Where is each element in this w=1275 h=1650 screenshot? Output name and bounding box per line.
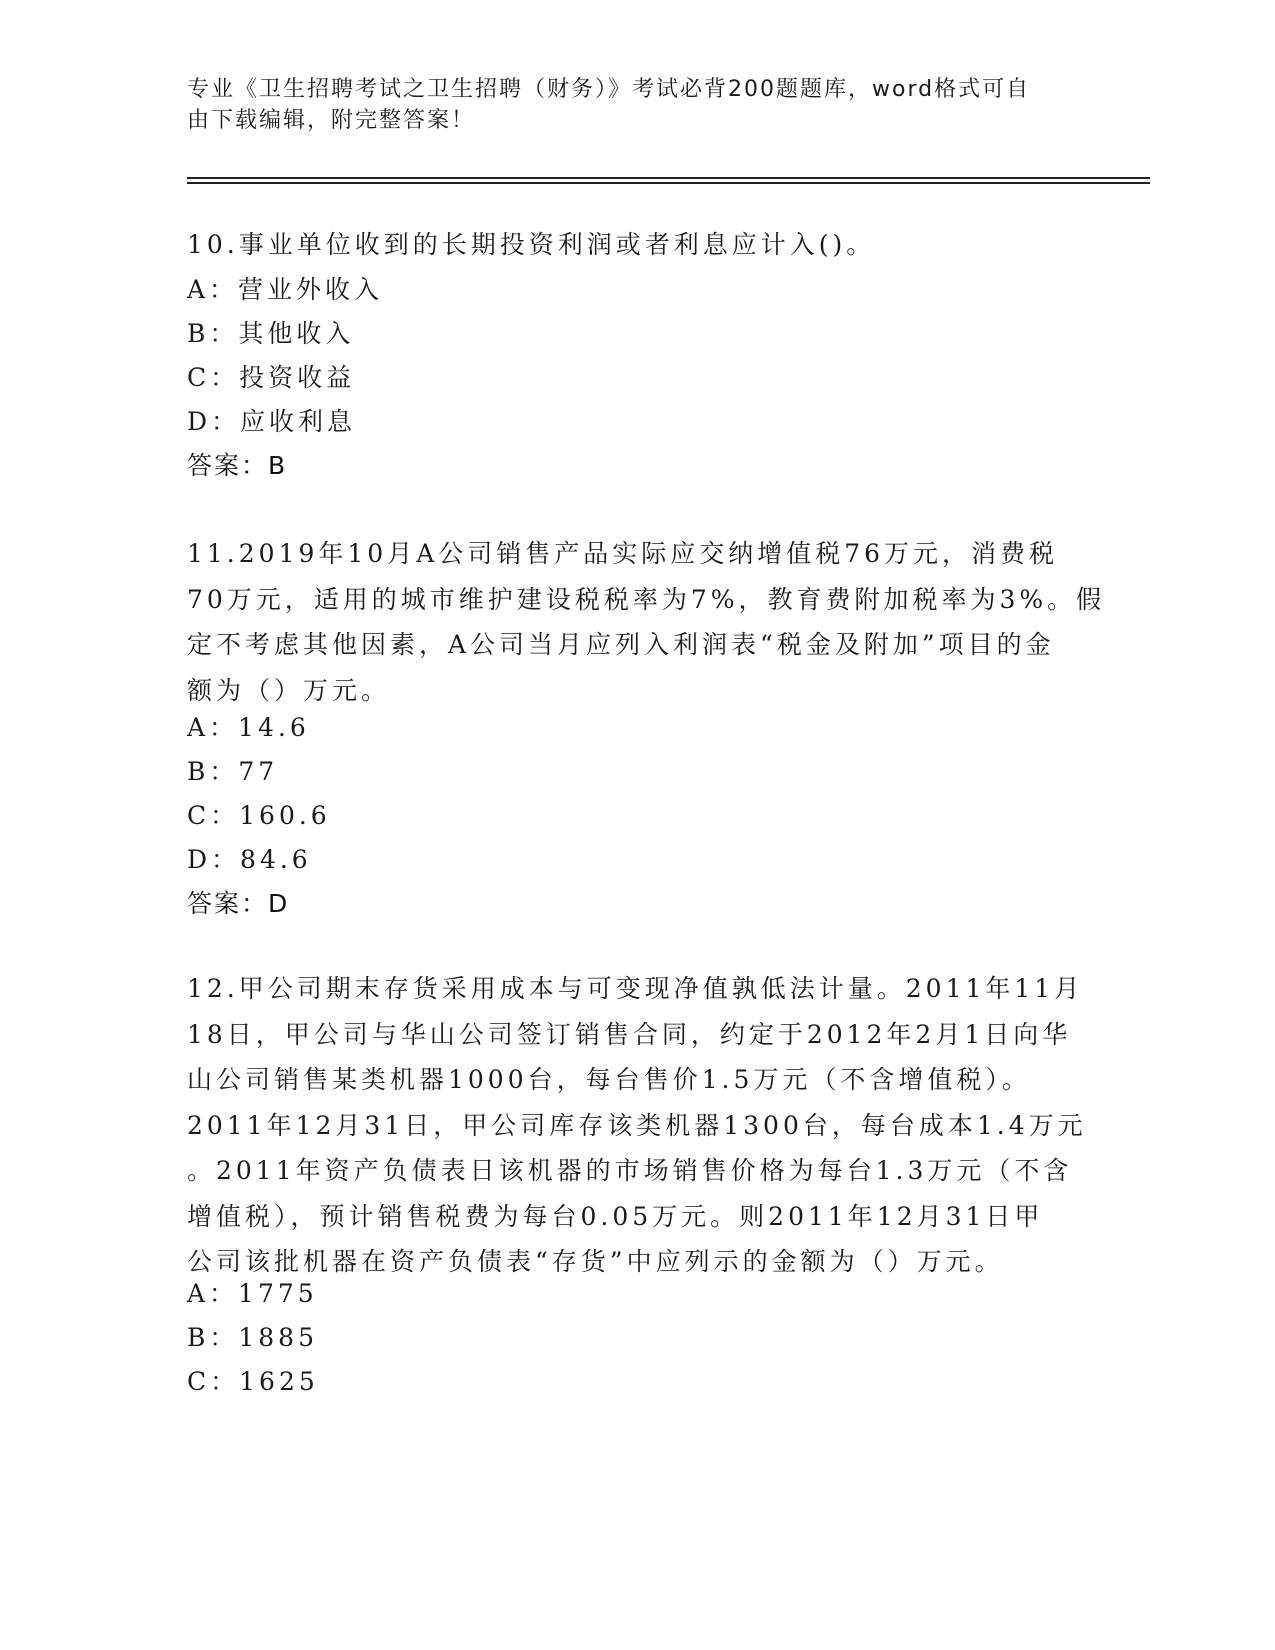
header-divider-bottom [187,182,1150,184]
question-10-option-d: D：应收利息 [187,407,357,436]
question-10-option-a: A：营业外收入 [187,275,384,304]
question-line: 公司该批机器在资产负债表“存货”中应列示的金额为（）万元。 [187,1247,1004,1276]
question-line: 定不考虑其他因素，A公司当月应列入利润表“税金及附加”项目的金 [187,630,1055,659]
question-line: 。2011年资产负债表日该机器的市场销售价格为每台1.3万元（不含 [187,1156,1073,1185]
question-line: 山公司销售某类机器1000台，每台售价1.5万元（不含增值税）。 [187,1065,1031,1094]
question-10-option-c: C：投资收益 [187,363,356,392]
question-11-option-a: A：14.6 [187,713,310,742]
question-line: 增值税），预计销售税费为每台0.05万元。则2011年12月31日甲 [187,1201,1044,1231]
question-11-option-b: B：77 [187,757,279,786]
question-line: 18日，甲公司与华山公司签订销售合同，约定于2012年2月1日向华 [187,1019,1072,1049]
question-line: 12.甲公司期末存货采用成本与可变现净值孰低法计量。2011年11月 [187,974,1084,1003]
question-12-option-b: B：1885 [187,1323,318,1352]
question-12-text [187,966,1087,1285]
question-11-answer: 答案：D [187,889,290,918]
document-header [187,74,1067,136]
question-line: 11.2019年10月A公司销售产品实际应交纳增值税76万元，消费税 [187,539,1059,568]
question-11-text [187,531,1106,713]
question-11-option-c: C：160.6 [187,801,331,830]
question-line: 70万元，适用的城市维护建设税税率为7%，教育费附加税率为3%。假 [187,584,1106,614]
question-10-answer: 答案：B [187,451,288,480]
question-11-option-d: D：84.6 [187,845,312,874]
question-line: 10.事业单位收到的长期投资利润或者利息应计入()。 [187,230,876,259]
question-12-option-a: A：1775 [187,1279,318,1308]
header-line-1: 专业《卫生招聘考试之卫生招聘（财务）》考试必背200题题库，word格式可自 [187,77,1031,102]
question-line: 额为（）万元。 [187,675,391,705]
question-10-option-b: B：其他收入 [187,319,355,348]
header-divider-top [187,177,1150,179]
question-10-text [187,222,1077,268]
question-line: 2011年12月31日，甲公司库存该类机器1300台，每台成本1.4万元 [187,1110,1087,1140]
header-line-2: 由下载编辑，附完整答案！ [187,108,476,133]
question-12-option-c: C：1625 [187,1367,319,1396]
